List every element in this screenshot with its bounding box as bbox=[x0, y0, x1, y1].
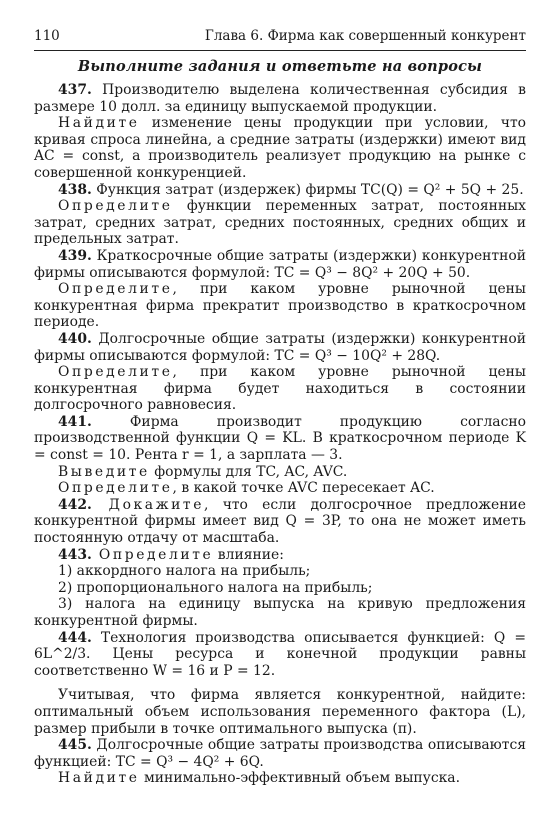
exercise-text: Учитывая, что фирма является конкурентной, найдите: оптимальный объем использования переменного фактора (L), размер прибыли в точке оптимального выпуска (π). bbox=[34, 687, 526, 737]
exercise-paragraph bbox=[34, 770, 526, 787]
exercise-text: Долгосрочные общие затраты (издержки) конкурентной фирмы описываются формулой: TC = Q³ − 10Q² + 28Q. bbox=[34, 330, 526, 364]
exercise-number: 445. bbox=[58, 737, 92, 754]
exercise-paragraph bbox=[34, 115, 526, 181]
page-number: 110 bbox=[34, 28, 60, 44]
exercise-text: Долгосрочные общие затраты производства описываются функцией: TC = Q³ − 4Q² + 6Q. bbox=[34, 737, 526, 770]
exercise-text: влияние: bbox=[213, 546, 284, 563]
exercise-paragraph bbox=[34, 331, 526, 364]
exercise-paragraph bbox=[34, 497, 526, 547]
exercise-text: Технология производства описывается функцией: Q = 6L^2/3. Цены ресурса и конечной продукции равны соответственно W = 16 и P = 12. bbox=[34, 629, 526, 679]
exercise-paragraph bbox=[34, 687, 526, 737]
exercise-text: функции переменных затрат, постоянных затрат, средних затрат, средних постоянных, средних общих и предельных затрат. bbox=[34, 198, 526, 248]
exercise-text: , при каком уровне рыночной цены конкурентная фирма прекратит производство в краткосрочном периоде. bbox=[34, 281, 526, 331]
exercise-paragraph bbox=[34, 414, 526, 464]
exercise-paragraph bbox=[34, 737, 526, 770]
exercise-number: 437. bbox=[58, 82, 92, 98]
exercise-paragraph bbox=[34, 248, 526, 281]
exercise-paragraph bbox=[34, 464, 526, 481]
exercise-paragraph bbox=[34, 198, 526, 248]
exercise-text: Производителю выделена количественная субсидия в размере 10 долл. за единицу выпускаемой продукции. bbox=[34, 82, 526, 115]
spaced-verb: Найдите bbox=[58, 115, 140, 132]
exercise-paragraph bbox=[34, 563, 526, 580]
exercise-text: формулы для TC, AC, AVC. bbox=[149, 463, 348, 480]
spaced-verb: Найдите bbox=[58, 770, 140, 787]
exercise-text: , в какой точке AVC пересекает AC. bbox=[172, 480, 435, 497]
exercise-text: 2) пропорционального налога на прибыль; bbox=[58, 579, 373, 596]
spaced-verb: Выведите bbox=[58, 463, 150, 480]
exercise-text: 1) аккордного налога на прибыль; bbox=[58, 563, 311, 580]
exercise-number: 440. bbox=[58, 330, 92, 347]
spaced-verb: Определите bbox=[58, 364, 173, 381]
exercise-paragraph bbox=[34, 580, 526, 597]
exercise-text: , при каком уровне рыночной цены конкурентная фирма будет находиться в состоянии долгосрочного равновесия. bbox=[34, 364, 526, 414]
exercise-number: 443. bbox=[58, 546, 92, 563]
section-title: Выполните задания и ответьте на вопросы bbox=[77, 58, 483, 75]
running-header bbox=[34, 28, 526, 44]
chapter-title: Глава 6. Фирма как совершенный конкурент bbox=[204, 28, 526, 44]
spaced-verb: Определите bbox=[58, 281, 173, 298]
exercise-number: 444. bbox=[58, 629, 92, 646]
exercise-paragraph bbox=[34, 82, 526, 115]
exercise-text: минимально-эффективный объем выпуска. bbox=[139, 770, 461, 787]
exercise-text: Фирма производит продукцию согласно производственной функции Q = KL. В краткосрочном периоде K = const = 10. Рента r = 1, а зарплата — 3. bbox=[34, 413, 526, 464]
exercise-paragraph bbox=[34, 596, 526, 629]
exercise-text: , что если долгосрочное предложение конкурентной фирмы имеет вид Q = 3P, то она не может иметь постоянную отдачу от масштаба. bbox=[34, 496, 526, 547]
exercise-paragraph bbox=[34, 364, 526, 414]
exercise-paragraph bbox=[34, 547, 526, 564]
spaced-verb: Определите bbox=[58, 480, 173, 497]
exercise-paragraph bbox=[34, 281, 526, 331]
exercise-body bbox=[34, 82, 526, 787]
exercise-text: 3) налога на единицу выпуска на кривую предложения конкурентной фирмы. bbox=[34, 596, 526, 629]
exercise-text: изменение цены продукции при условии, что кривая спроса линейна, а средние затраты (издержки) имеют вид AC = const, а производитель реализует продукцию на рынке с совершенной конкуренцией. bbox=[34, 115, 526, 181]
exercise-number: 439. bbox=[58, 247, 92, 264]
exercise-paragraph bbox=[34, 630, 526, 680]
exercise-number: 442. bbox=[58, 496, 92, 513]
exercise-text: Функция затрат (издержек) фирмы TC(Q) = Q² + 5Q + 25. bbox=[91, 181, 524, 198]
exercise-text: Краткосрочные общие затраты (издержки) конкурентной фирмы описываются формулой: TC = Q³ − 8Q² + 20Q + 50. bbox=[34, 247, 526, 281]
exercise-paragraph bbox=[34, 182, 526, 199]
spaced-verb: Докажите bbox=[91, 496, 205, 513]
exercise-number: 438. bbox=[58, 181, 92, 198]
exercise-number: 441. bbox=[58, 413, 92, 430]
exercise-paragraph bbox=[34, 480, 526, 497]
spaced-verb: Определите bbox=[58, 198, 173, 215]
header-rule bbox=[34, 50, 526, 51]
spaced-verb: Определите bbox=[91, 546, 214, 563]
